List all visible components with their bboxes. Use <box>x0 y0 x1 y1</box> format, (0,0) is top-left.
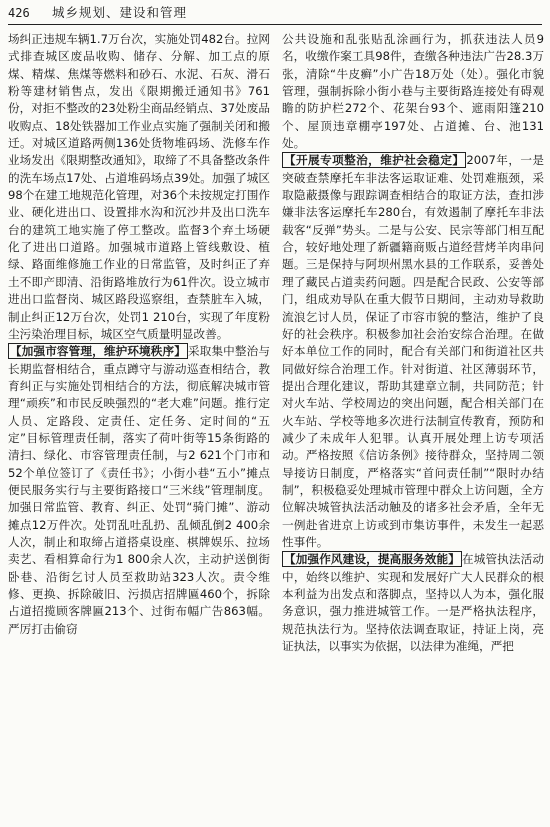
right-paragraph-2 <box>282 152 544 551</box>
subheading-city-appearance: 【加强市容管理，维护环境秩序】 <box>10 344 186 359</box>
subheading-work-style: 【加强作风建设，提高服务效能】 <box>284 552 460 567</box>
right-paragraph-1: 公共设施和乱张贴乱涂画行为，抓获违法人员9名，收缴作案工具98件，查缴各种违法广告28.3万张，清除“牛皮癣”小广告18万处（处）。强化市貌管理，强制拆除小街小巷与主要街路连接处有碍观瞻的防护栏272个、花架台93个、遮雨阳篷210个、屋顶违章棚亭197处、占道摊、台、池131处。 <box>282 32 544 151</box>
page-number: 426 <box>8 6 30 20</box>
subheading-special-rectification: 【开展专项整治，维护社会稳定】 <box>284 153 465 168</box>
right-paragraph-2-text: 2007年，一是突破查禁摩托车非法客运取证难、处罚难瓶颈，采取隐蔽摄像与跟踪调查相结合的取证方法，查扣涉嫌非法客运摩托车280台，有效遏制了摩托车非法载客“反弹”势头。二是与公安、民宗等部门相互配合，较好地处理了新疆籍商贩占道经营烤羊肉串问题。三是保持与阿坝州黑水县的工作联系，妥善处理了藏民占道卖药问题。四是配合民政、公安等部门，组成劝导队在重大假节日期间，主动劝导救助流浪乞讨人员，保证了市容市貌的整洁，维护了良好的社会秩序。积极参加社会治安综合治理。在做好本单位工作的同时，配合有关部门和街道社区共同做好综合治理工作。针对街道、社区薄弱环节，提出合理化建议，帮助其建章立制，共同防范；针对火车站、学校周边的突出问题，配合相关部门在火车站、学校等地多次进行法制宣传教育，预防和减少了未成年人犯罪。认真开展处理上访专项活动。严格按照《信访条例》接待群众，坚持周二领导接访日制度，严格落实“首问责任制”“限时办结制”，积极稳妥处理城市管理中群众上访问题，全方位解决城管执法活动触及的诸多社会矛盾，全年无一例赴省进京上访或到市集访事件，未发生一起恶性事件。 <box>282 153 544 549</box>
left-paragraph-2 <box>8 343 270 638</box>
left-paragraph-1: 场纠正违规车辆1.7万台次，实施处罚482台。拉网式排查城区废品收购、储存、分解、加工点的原煤、精煤、焦煤等燃料和砂石、水泥、石灰、滑石粉等建材销售点，发出《限期搬迁通知书》761份，对拒不整改的23处粉尘商品经销点、37处废品收购点、18处铁器加工作业点实施了强制关闭和搬迁。对城区道路两侧136处货物堆码场、洗修车作业场发出《限期整改通知》，取缔了不具备整改条件的洗车场点17处、占道堆码场点39处。加强了城区98个在建工地规范化管理，对36个未按规定打围作业、硬化进出口、设置排水沟和沉沙井及出口洗车台的建筑工地实施了停工整改。监督3个弃土场硬化了进出口道路。加强城市道路上管线敷设、植绿、路面维修施工作业的日常监管，及时纠正了弃土不即产即清、沿街路堆放行为61件次。设立城市进出口监督岗、城区路段巡察组，查禁脏车入城，制止纠正12万台次，处罚1 210台，实现了年度粉尘污染治理目标，城区空气质量明显改善。 <box>8 32 270 341</box>
left-column <box>8 31 270 823</box>
right-paragraph-3-text: 在城管执法活动中，始终以维护、实现和发展好广大人民群众的根本利益为出发点和落脚点，坚持以人为本，强化服务意识，强力推进城管工作。一是严格执法程序，规范执法行为。坚持依法调查取证，持证上岗，亮证执法，以事实为依据，以法律为准绳，严把 <box>282 552 544 654</box>
right-paragraph-3 <box>282 551 544 655</box>
right-column <box>282 31 544 823</box>
left-paragraph-2-text: 采取集中整治与长期监督相结合，重点蹲守与游动巡查相结合，教育纠正与实施处罚相结合的方法，彻底解决城市管理“顽疾”和市民反映强烈的“老大难”问题。推行定人员、定路段、定责任、定任务、定时间的“五定”目标管理责任制，落实了荷叶街等15条街路的清扫、绿化、市容管理责任制，与2 621个门市和52个单位签订了《责任书》；小街小巷“五小”摊点便民服务实行与主要街路接口“三米线”管理制度。加强日常监管、教育、纠正、处罚“骑门摊”、游动摊点12万件次。处罚乱吐乱扔、乱倾乱倒2 400余人次，制止和取缔占道搭桌设座、棋牌娱乐、拉场卖艺、看相算命行为1 800余人次，主动护送倒街卧巷、沿街乞讨人员至救助站323人次。责令维修、更换、拆除破旧、污损店招牌匾460个，拆除占道招揽顾客牌匾213个、过街布幅广告863幅。严厉打击偷窃 <box>8 344 270 636</box>
body-text <box>8 31 544 823</box>
page-header <box>8 4 542 25</box>
running-section-title: 城乡规划、建设和管理 <box>52 5 188 20</box>
